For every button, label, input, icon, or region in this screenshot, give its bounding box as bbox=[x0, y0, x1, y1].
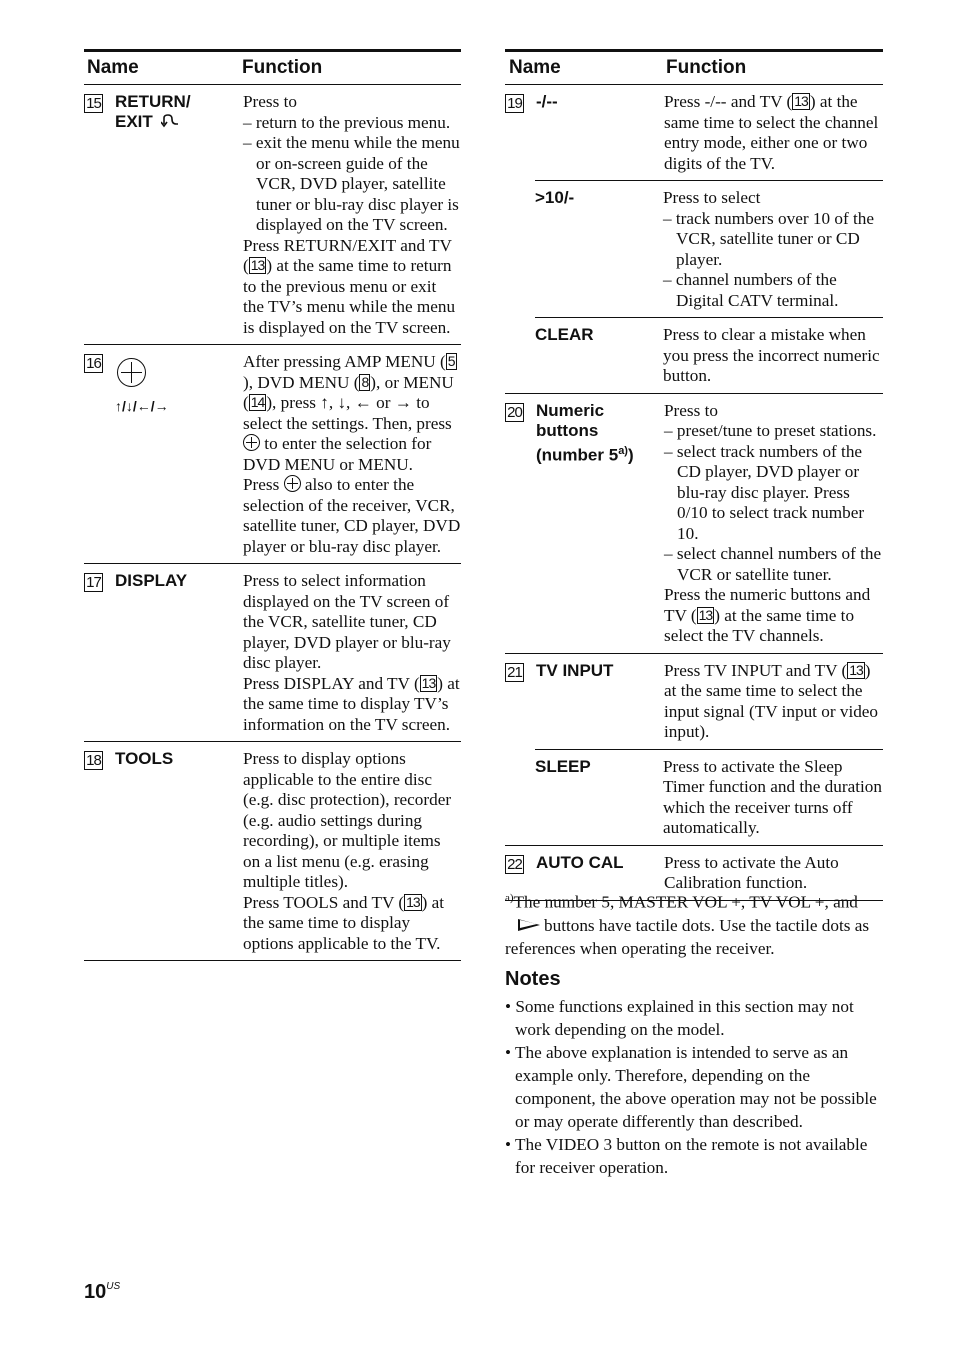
notes-section bbox=[505, 968, 883, 1179]
function-description: Press TV INPUT and TV ( 13 ) at the same time to select the input signal (TV input or video input). bbox=[664, 660, 879, 741]
list-item: • Some functions explained in this section may not work depending on the model. bbox=[505, 997, 854, 1039]
function-description: Press to – preset/tune to preset stations. – select track numbers of the CD player, DVD player or blu-ray disc player. Press 0/10 to select track number 10. – select channel numbers of the VCR or satellite tuner. Press the numeric buttons and TV ( 13 ) at the same time to select the TV channels. bbox=[664, 400, 882, 645]
notes-title: Notes bbox=[505, 968, 561, 990]
enter-circle-icon bbox=[243, 434, 260, 451]
ref-box: 13 bbox=[250, 257, 265, 273]
button-name-auto-cal: AUTO CAL bbox=[536, 852, 624, 872]
function-description: Press to clear a mistake when you press the incorrect numeric button. bbox=[663, 325, 880, 385]
button-name-return-exit: RETURN/ EXIT bbox=[115, 92, 191, 131]
function-description: Press to – return to the previous menu. – exit the menu while the menu or on-screen guide of the VCR, DVD player, satellite tuner or blu-ray disc player is displayed on the TV screen. Press RETURN/EXIT and TV ( 13 ) at the same time to return to the previous menu or exit the TV’s menu while the menu is displayed on the TV screen. bbox=[243, 92, 460, 337]
enter-circle-icon bbox=[284, 475, 301, 492]
button-name-10: >10/- bbox=[535, 188, 575, 207]
button-name-display: DISPLAY bbox=[115, 571, 188, 590]
arrow-keys-label: ↑/↓/←/→ bbox=[115, 398, 169, 414]
item-number: 16 bbox=[84, 354, 103, 373]
item-number: 19 bbox=[505, 94, 524, 113]
right-function-table bbox=[505, 49, 883, 901]
button-name-cursor bbox=[115, 352, 243, 557]
play-triangle-icon bbox=[518, 919, 540, 931]
table-row-18 bbox=[84, 741, 461, 961]
footnote-mark: a) bbox=[505, 892, 514, 904]
item-number: 22 bbox=[505, 855, 524, 874]
function-description: Press to select information displayed on the TV screen of the VCR, satellite tuner, CD player, DVD player or blu-ray disc player. Press DISPLAY and TV ( 13 ) at the same time to display TV’s information on the TV screen. bbox=[243, 571, 460, 734]
list-item: • The above explanation is intended to serve as an example only. Therefore, depending on the component, the above operation may not be possible or may operate differently than described. bbox=[505, 1043, 877, 1131]
function-description: After pressing AMP MENU ( 5), DVD MENU ( 8 ), or MENU ( 14 ), press ↑, ↓, ← or → to select the settings. Then, press to enter the selection for DVD MENU or MENU. Press also to enter the selection of the receiver, VCR, satellite tuner, CD player, DVD player or blu-ray disc player. bbox=[243, 352, 461, 556]
footnote: $^{a)}$The number 5, MASTER VOL +, TV VOL +, and buttons have tactile dots. Use the tactile dots as references when operating the receiver. bbox=[505, 892, 870, 958]
item-number: 15 bbox=[84, 94, 103, 113]
item-number: 20 bbox=[505, 403, 524, 422]
header-function: Function bbox=[242, 57, 323, 78]
function-description: Press -/-- and TV ( 13 ) at the same time to select the channel entry mode, either one or two digits of the TV. bbox=[664, 92, 879, 173]
return-arrow-icon bbox=[161, 114, 181, 128]
notes-list bbox=[505, 995, 883, 1179]
button-name-tv-input: TV INPUT bbox=[536, 660, 614, 680]
button-name-digit-mode: -/-- bbox=[536, 92, 558, 111]
table-row-20 bbox=[505, 393, 883, 653]
button-name-tools: TOOLS bbox=[115, 749, 174, 768]
table-row-17 bbox=[84, 563, 461, 741]
header-name: Name bbox=[509, 57, 561, 78]
function-description: Press to display options applicable to the entire disc (e.g. disc protection), recorder (e.g. audio settings during recording), or multiple items on a list menu (e.g. erasing multiple titles). Press TOOLS and TV ( 13 ) at the same time to display options applicable to the TV. bbox=[243, 749, 452, 953]
table-row-15 bbox=[84, 85, 461, 344]
header-function: Function bbox=[666, 57, 747, 78]
table-row-21-sleep bbox=[535, 749, 883, 845]
left-function-table bbox=[84, 49, 461, 961]
function-description: Press to select – track numbers over 10 of the VCR, satellite tuner or CD player. – channel numbers of the Digital CATV terminal. bbox=[663, 188, 874, 310]
enter-circle-icon bbox=[117, 358, 146, 387]
table-header bbox=[505, 49, 883, 85]
table-header bbox=[84, 49, 461, 85]
function-description: Press to activate the Auto Calibration function. bbox=[664, 852, 839, 892]
table-row-19-10 bbox=[535, 180, 883, 317]
table-row-19-clear bbox=[535, 317, 883, 393]
list-item: • The VIDEO 3 button on the remote is not available for receiver operation. bbox=[505, 1135, 868, 1177]
page-number: $10^{US}$ bbox=[84, 1281, 121, 1303]
item-number: 21 bbox=[505, 663, 524, 682]
header-name: Name bbox=[87, 57, 139, 78]
item-number: 17 bbox=[84, 573, 103, 592]
item-number: 18 bbox=[84, 751, 103, 770]
table-row-16 bbox=[84, 344, 461, 563]
button-name-numeric: Numeric buttons (number 5$^{a)}$) bbox=[536, 400, 634, 465]
function-description: Press to activate the Sleep Timer function and the duration which the receiver turns off automatically. bbox=[663, 756, 882, 837]
table-row-19 bbox=[505, 85, 883, 180]
button-name-clear: CLEAR bbox=[535, 325, 594, 344]
table-row-21 bbox=[505, 653, 883, 749]
button-name-sleep: SLEEP bbox=[535, 756, 591, 776]
